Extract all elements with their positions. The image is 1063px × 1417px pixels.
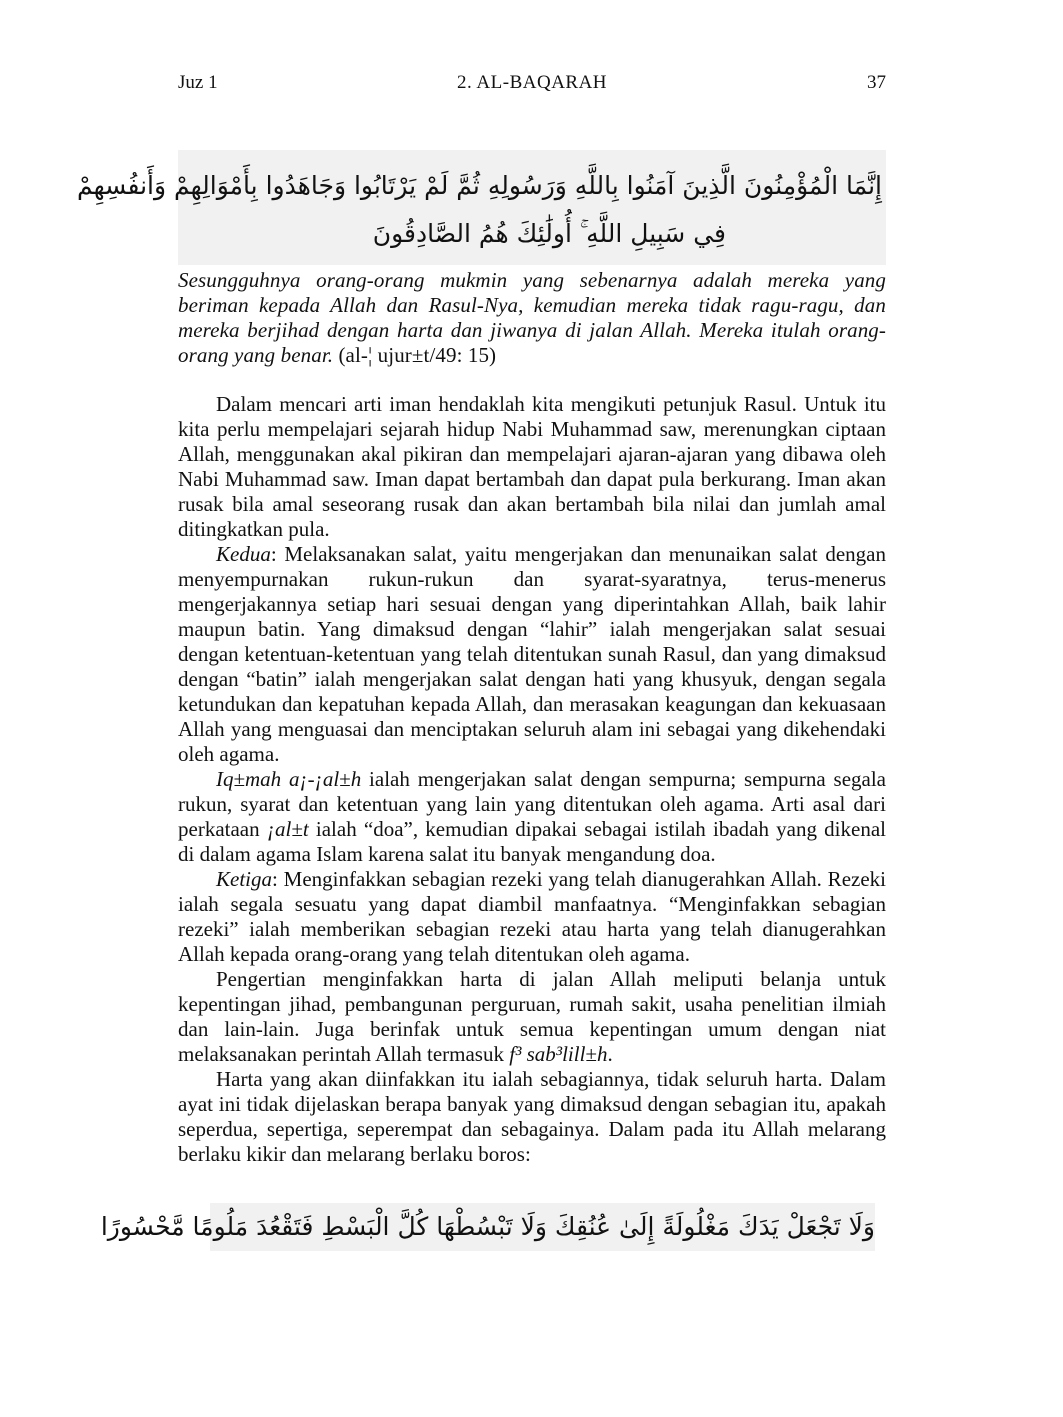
quran-verse-arabic — [76, 150, 886, 265]
paragraph-6: Harta yang akan diinfakkan itu ialah sebagiannya, tidak seluruh harta. Dalam ayat ini tidak dijelaskan berapa banyak yang dimaksud dengan sebagian itu, apakah seperdua, sepertiga, seperempat dan sebagainya. Dalam pada itu Allah melarang berlaku kikir dan melarang berlaku boros: — [178, 1067, 886, 1166]
paragraph-5 — [178, 967, 886, 1067]
arabic-line-1: إِنَّمَا الْمُؤْمِنُونَ الَّذِينَ آمَنُوا بِاللَّهِ وَرَسُولِهِ ثُمَّ لَمْ يَرْتَابُوا وَجَاهَدُوا بِأَمْوَالِهِمْ وَأَنفُسِهِمْ — [76, 171, 882, 200]
paragraph-4 — [178, 867, 886, 967]
page-header — [178, 72, 886, 100]
main-content — [178, 268, 886, 1167]
paragraph-3-text-b: ialah “doa”, kemudian dipakai sebagai istilah ibadah yang dikenal di dalam agama Islam karena salat itu banyak mengandung doa. — [178, 817, 886, 866]
quran-verse-arabic-2: وَلَا تَجْعَلْ يَدَكَ مَغْلُولَةً إِلَىٰ عُنُقِكَ وَلَا تَبْسُطْهَا كُلَّ الْبَسْطِ فَتَقْعُدَ مَلُومًا مَّحْسُورًا — [210, 1203, 875, 1251]
paragraph-2 — [178, 542, 886, 767]
paragraph-3 — [178, 767, 886, 867]
page-number: 37 — [867, 72, 886, 93]
term-fi-sabilillah: f³ sab³lill±h — [509, 1042, 608, 1066]
paragraph-4-text: : Menginfakkan sebagian rezeki yang telah dianugerahkan Allah. Rezeki ialah segala sesuatu yang dapat diambil manfaatnya. “Menginfakkan sebagian rezeki” ialah memberikan sebagian rezeki atau harta yang telah dianugerahkan Allah kepada orang-orang yang telah ditentukan oleh agama. — [178, 867, 886, 966]
verse-reference: (al-¦ ujur±t/49: 15) — [333, 343, 497, 367]
surah-title: 2. AL-BAQARAH — [456, 72, 608, 93]
paragraph-2-text: : Melaksanakan salat, yaitu mengerjakan dan menunaikan salat dengan menyempurnakan rukun-rukun dan syarat-syaratnya, terus-menerus mengerjakannya setiap hari sesuai dengan yang diperintahkan Allah, baik lahir maupun batin. Yang dimaksud dengan “lahir” ialah mengerjakan salat sesuai dengan ketentuan-ketentuan yang telah ditentukan sunah Rasul, dan yang dimaksud dengan “batin” ialah mengerjakan salat dengan hati yang khusyuk, dengan segala ketundukan dan kepatuhan kepada Allah, dan merasakan keagungan dan kekuasaan Allah yang menguasai dan menciptakan seluruh alam ini sebagai yang dikehendaki oleh agama. — [178, 542, 886, 766]
paragraph-5-text: Pengertian menginfakkan harta di jalan Allah meliputi belanja untuk kepentingan jihad, pembangunan perguruan, rumah sakit, usaha penelitian ilmiah dan lain-lain. Juga berinfak untuk semua kepentingan umum dengan niat melaksanakan perintah Allah termasuk — [178, 967, 886, 1066]
paragraph-5-end: . — [607, 1042, 613, 1066]
paragraph-1: Dalam mencari arti iman hendaklah kita mengikuti petunjuk Rasul. Untuk itu kita perlu mempelajari sejarah hidup Nabi Muhammad saw, merenungkan ciptaan Allah, menggunakan akal pikiran dan mempelajari ajaran-ajaran yang dibawa oleh Nabi Muhammad saw. Iman dapat bertambah dan dapat pula berkurang. Iman akan rusak bila amal seseorang rusak dan akan bertambah bila nilai dan jumlah amal ditingkatkan pula. — [178, 392, 886, 541]
term-iqamah: Iq±mah a¡-¡al±h — [216, 767, 362, 791]
paragraph-3-text-a: ialah mengerjakan salat dengan sempurna; sempurna segala rukun, syarat dan ketentuan yang lain yang ditentukan oleh agama. Arti asal dari perkataan — [178, 767, 886, 841]
verse-translation — [178, 268, 886, 368]
arabic-line-2: فِي سَبِيلِ اللَّهِ ۚ أُولَٰئِكَ هُمُ الصَّادِقُونَ — [372, 219, 726, 248]
juz-label: Juz 1 — [178, 72, 218, 93]
translation-text: Sesungguhnya orang-orang mukmin yang sebenarnya adalah mereka yang beriman kepada Allah dan Rasul-Nya, kemudian mereka tidak ragu-ragu, dan mereka berjihad dengan harta dan jiwanya di jalan Allah. Mereka itulah orang-orang yang benar. — [178, 268, 886, 367]
term-kedua: Kedua — [216, 542, 271, 566]
commentary — [178, 392, 886, 1167]
term-ketiga: Ketiga — [216, 867, 272, 891]
term-salat: ¡al±t — [266, 817, 309, 841]
